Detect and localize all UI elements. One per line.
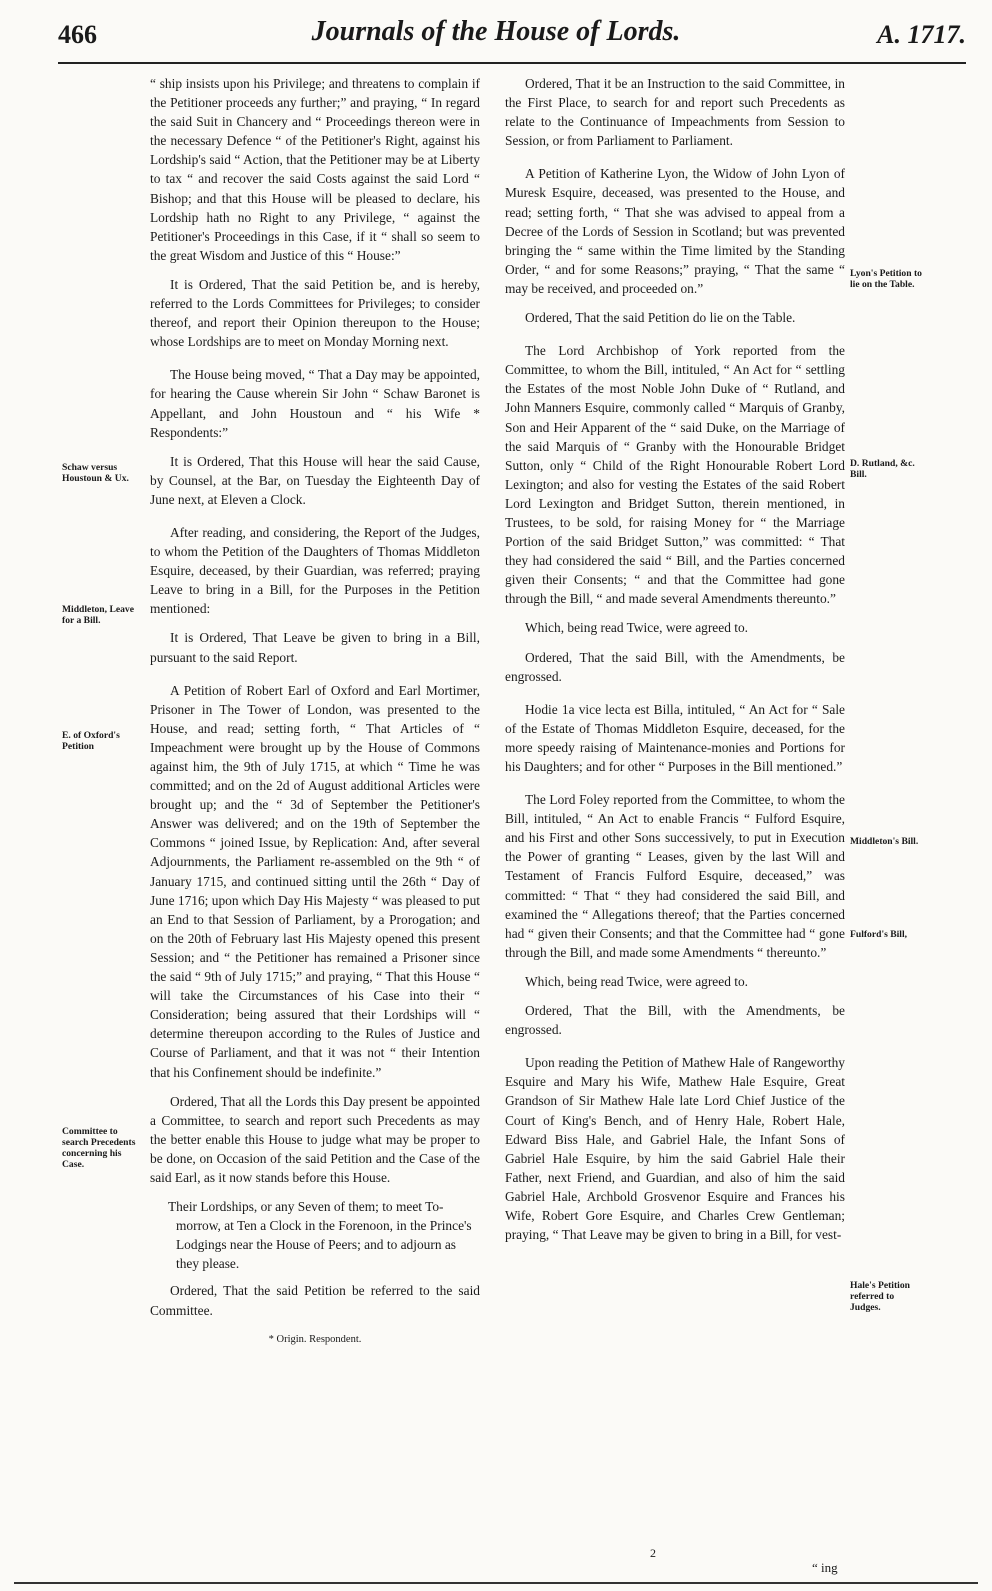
running-year: A. 1717.: [877, 20, 966, 49]
paragraph: Which, being read Twice, were agreed to.: [525, 620, 749, 636]
margin-note-oxford: E. of Oxford's Petition: [62, 730, 120, 752]
paragraph: Upon reading the Petition of Mathew Hale of Rangeworthy Esquire and Mary his Wife, Mathew Hale Esquire, Great Grandson of Sir Mathew Hale late Lord Chief Justice of the Court of King's Bench, and of Henry Hale, Robert Hale, Edward Biss Hale, and Gabriel Hale, the Infant Sons of Gabriel Hale Esquire, by him the said Gabriel Hale their Father, next Friend, and Guardian, and also of him the said Gabriel Hale, Archbold Grosvenor Esquire and Frances his Wife, Robert Gore Esquire, and Charles Crew Gentleman; praying, “ That Leave may be given to bring in a Bill, for vest-: [505, 1055, 845, 1243]
running-title: Journals of the House of Lords.: [311, 16, 681, 47]
paragraph: The Lord Foley reported from the Committee, to whom the Bill, intituled, “ An Act to enable Francis “ Fulford Esquire, and his First and other Sons successively, to put in Execution the Power of granting “ Leases, given by the last Will and Testament of Francis Fulford Esquire, deceased,” was committed: “ That “ they had considered the said Bill, and examined the “ Allegations thereof; that the Parties concerned had “ given their Consents; and that the Committee had “ gone through the Bill, and made some Amendments “ thereunto.”: [505, 792, 845, 960]
paragraph: Ordered, That the said Bill, with the Amendments, be engrossed.: [505, 649, 845, 684]
footnote: * Origin. Respondent.: [268, 1333, 362, 1345]
bottom-rule: [14, 1582, 978, 1584]
margin-note-rutland: D. Rutland, &c. Bill.: [850, 458, 915, 480]
paragraph: It is Ordered, That Leave be given to bring in a Bill, pursuant to the said Report.: [150, 630, 480, 665]
margin-note-middleton-leave: Middleton, Leave for a Bill.: [62, 604, 134, 626]
paragraph: Ordered, That the Bill, with the Amendments, be engrossed.: [505, 1003, 845, 1038]
paragraph: Hodie 1a vice lecta est Billa, intituled, “ An Act for “ Sale of the Estate of Thomas Middleton Esquire, deceased, for the more speedy raising of Maintenance-monies and Portions for his Daughters; and for other “ Purposes in the Bill mentioned.”: [505, 701, 845, 774]
page-number: 466: [58, 20, 97, 49]
margin-note-fulford: Fulford's Bill,: [850, 929, 908, 940]
paragraph: Ordered, That the said Petition do lie on the Table.: [525, 310, 796, 326]
paragraph: A Petition of Katherine Lyon, the Widow of John Lyon of Muresk Esquire, deceased, was presented to the House, and read; setting forth, “ That she was advised to appeal from a Decree of the Lords of Session in Scotland; but was prevented bringing the “ same within the Time limited by the Standing Order, “ and for some Reasons;” praying, “ That the same “ may be received, and proceeded on.”: [505, 166, 845, 296]
paragraph: Ordered, That it be an Instruction to the said Committee, in the First Place, to search for and report such Precedents as relate to the Continuance of Impeachments from Session to Session, or from Parliament to Parliament.: [505, 76, 845, 149]
paragraph: It is Ordered, That the said Petition be, and is hereby, referred to the Lords Committees for Privileges; to consider thereof, and report their Opinion thereupon to the House; whose Lordships are to meet on Monday Morning next.: [150, 276, 480, 350]
paragraph: Their Lordships, or any Seven of them; to meet To-morrow, at Ten a Clock in the Forenoon, in the Prince's Lodgings near the House of Peers; and to adjourn as they please.: [168, 1199, 472, 1272]
paragraph: Which, being read Twice, were agreed to.: [525, 973, 749, 989]
paragraph: Ordered, That the said Petition be referred to the said Committee.: [150, 1283, 480, 1318]
margin-note-hale: Hale's Petition referred to Judges.: [850, 1280, 910, 1313]
signature-mark: 2: [650, 1546, 656, 1560]
left-column: [150, 74, 480, 1349]
paragraph: “ ship insists upon his Privilege; and threatens to complain if the Petitioner proceeds any further;” and praying, “ In regard the said Suit in Chancery and “ Proceedings thereon were in the necessary Defence “ of the Petitioner's Right, against his Lordship's said “ Action, that the Petitioner may be at Liberty to tax “ and recover the said Costs against the said Lord “ Bishop; and that this House will be pleased to declare, his Lordship hath no Right to any Privilege, “ against the Petitioner's Proceedings in this Case, if it “ shall so seem to the great Wisdom and Justice of this “ House:”: [150, 76, 480, 263]
right-column: [505, 74, 845, 1254]
margin-note-middleton-bill: Middleton's Bill.: [850, 836, 919, 847]
paragraph: After reading, and considering, the Report of the Judges, to whom the Petition of the Daughters of Thomas Middleton Esquire, deceased, by their Guardian, was referred; praying Leave to bring in a Bill, for the Purposes in the Petition mentioned:: [150, 524, 480, 617]
paragraph: The House being moved, “ That a Day may be appointed, for hearing the Cause wherein Sir John “ Schaw Baronet is Appellant, and John Houstoun and “ his Wife * Respondents:”: [150, 367, 480, 440]
paragraph: A Petition of Robert Earl of Oxford and Earl Mortimer, Prisoner in The Tower of London, was presented to the House, and read; setting forth, “ That Articles of “ Impeachment were brought up by the House of Commons against him, the 9th of July 1715, at which “ Time he was committed; and on the 2d of August additional Articles were brought up; and the “ 3d of September the Petitioner's Answer was delivered; and on the 19th of September the Commons “ joined Issue, by Replication: And, after several Adjournments, the Parliament re-assembled on the 9th “ of January 1715, and continued sitting until the 26th “ Day of June 1716; upon which Day His Majesty “ was pleased to put an End to that Session of Parliament, by a Prorogation; and on the 20th of February last His Majesty opened this present Session; and “ the Petitioner has remained a Prisoner since the said “ 9th of July 1715;” and praying, “ That this House “ will take the Circumstances of his Case into their “ Consideration; being assured that their Lordships will “ determine thereupon according to the Rules of Justice and Course of Parliament, and that it was not “ their Intention that his Confinement should be indefinite.”: [150, 682, 480, 1080]
paragraph: Ordered, That all the Lords this Day present be appointed a Committee, to search and report such Precedents as may the better enable this House to judge what may be proper to be done, on Occasion of the said Petition and the Case of the said Earl, as it now stands before this House.: [150, 1093, 480, 1185]
margin-note-schaw: Schaw versus Houstoun & Ux.: [62, 462, 129, 484]
header-rule: [58, 62, 966, 64]
margin-note-committee: Committee to search Precedents concerning his Case.: [62, 1126, 136, 1170]
margin-note-lyon: Lyon's Petition to lie on the Table.: [850, 268, 922, 290]
paragraph: The Lord Archbishop of York reported from the Committee, to whom the Bill, intituled, “ An Act for “ settling the Estates of the most Noble John Duke of “ Rutland, and John Manners Esquire, commonly called “ Marquis of Granby, Son and Heir Apparent of the “ said Duke, on the Marriage of the said Marquis of “ Granby with the Honourable Bridget Sutton, only “ Child of the Right Honourable Robert Lord Lexington; and also for vesting the Estates of the said Robert Lord Lexington and Bridget Sutton, therein mentioned, in Trustees, to be sold, for raising Money for “ the Marriage Portion of the said Bridget Sutton,” was committed: “ That they had considered the said “ Bill, and the Parties concerned given their Consents; “ and that the Committee had gone through the Bill, “ and made several Amendments thereunto.”: [505, 343, 845, 607]
page-header: [0, 0, 992, 66]
paragraph: It is Ordered, That this House will hear the said Cause, by Counsel, at the Bar, on Tuesday the Eighteenth Day of June next, at Eleven a Clock.: [150, 453, 480, 507]
catchword: “ ing: [812, 1560, 838, 1575]
